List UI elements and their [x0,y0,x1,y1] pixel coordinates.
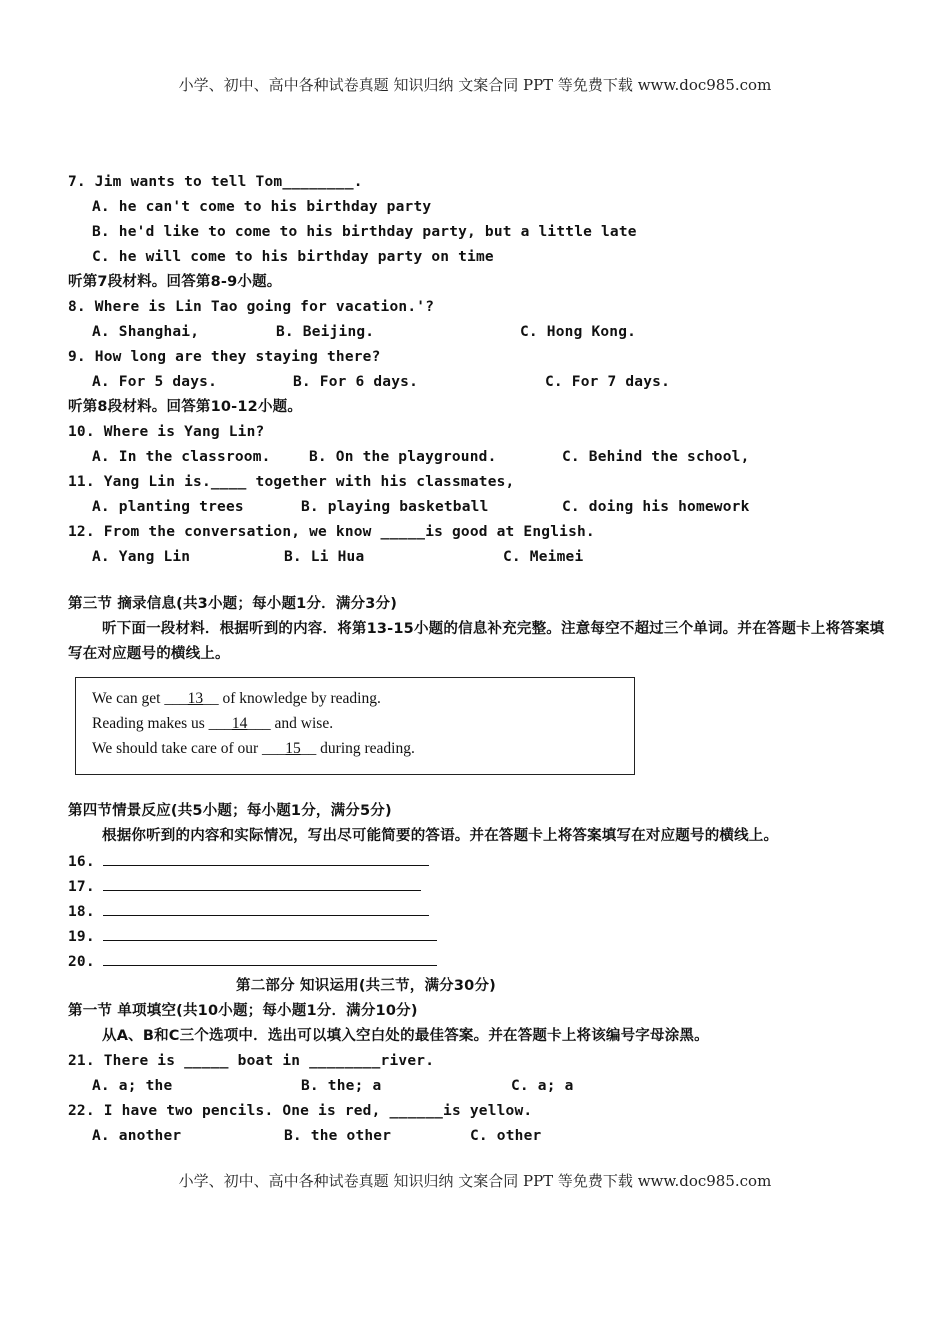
question-11-option-c: C. doing his homework [562,499,750,515]
part-4-instruction: 根据你听到的内容和实际情况，写出尽可能简要的答语。并在答题卡上将答案填写在对应题号的横线上。 [102,828,779,844]
question-22-option-c: C. other [470,1128,542,1144]
question-12-stem: 12. From the conversation, we know _____is good at English. [68,524,595,540]
question-9-option-b: B. For 6 days. [293,374,419,390]
question-11-options [68,495,888,520]
section-1-instruction: 从A、B和C三个选项中．选出可以填入空白处的最佳答案。并在答题卡上将该编号字母涂黑。 [102,1028,709,1044]
answer-blank-19[interactable] [103,924,437,941]
question-12-option-a: A. Yang Lin [92,549,191,565]
part-3-instruction [68,617,888,667]
question-21-stem: 21. There is _____ boat in ________river. [68,1053,435,1069]
answer-line-17: 17. [68,874,888,899]
question-9-options [68,370,888,395]
question-10-options [68,445,888,470]
info-line-15: We should take care of our ___15__ during reading. [92,740,415,757]
question-22-option-a: A. another [92,1128,182,1144]
question-10-option-c: C. Behind the school, [562,449,750,465]
info-line-13: We can get ___13__ of knowledge by reading. [92,690,381,707]
exam-content [68,170,888,1149]
answer-line-19: 19. [68,924,888,949]
answer-line-18: 18. [68,899,888,924]
question-22-options [68,1124,888,1149]
question-8-option-a: A. Shanghai, [92,324,200,340]
question-7-stem: 7. Jim wants to tell Tom________. [68,174,363,190]
question-11-stem: 11. Yang Lin is.____ together with his classmates, [68,474,515,490]
question-21-option-a: A. a; the [92,1078,173,1094]
question-8-options [68,320,888,345]
question-21-option-c: C. a; a [511,1078,574,1094]
section-1-title: 第一节 单项填空(共10小题；每小题1分．满分10分) [68,1003,418,1019]
question-8-stem: 8. Where is Lin Tao going for vacation.'? [68,299,435,315]
answer-line-16: 16. [68,849,888,874]
question-7-option-c: C. he will come to his birthday party on time [92,249,494,265]
question-22-option-b: B. the other [284,1128,392,1144]
question-9-option-a: A. For 5 days. [92,374,218,390]
blank-15: 15 [285,740,301,757]
blank-14: 14 [231,715,248,732]
part-3-instruction-text: 听下面一段材料．根据听到的内容．将第13-15小题的信息补充完整。注意每空不超过三个单词。并在答题卡上将答案填写在对应题号的横线上。 [68,621,885,662]
section-8-heading: 听第8段材料。回答第10-12小题。 [68,399,303,415]
question-12-option-c: C. Meimei [503,549,584,565]
question-10-option-b: B. On the playground. [309,449,497,465]
question-11-option-a: A. planting trees [92,499,244,515]
question-7-option-b: B. he'd like to come to his birthday party, but a little late [92,224,637,240]
question-8-option-b: B. Beijing. [276,324,375,340]
answer-blank-17[interactable] [103,874,421,891]
question-12-option-b: B. Li Hua [284,549,365,565]
page-header: 小学、初中、高中各种试卷真题 知识归纳 文案合同 PPT 等免费下载 www.doc985.com [178,76,772,94]
question-10-option-a: A. In the classroom. [92,449,271,465]
question-10-stem: 10. Where is Yang Lin? [68,424,265,440]
section-7-heading: 听第7段材料。回答第8-9小题。 [68,274,282,290]
answer-blank-20[interactable] [103,949,437,966]
part-2-title: 第二部分 知识运用(共三节，满分30分) [236,978,496,994]
question-8-option-c: C. Hong Kong. [520,324,637,340]
question-9-option-c: C. For 7 days. [545,374,671,390]
question-11-option-b: B. playing basketball [301,499,489,515]
answer-blank-16[interactable] [103,849,429,866]
question-22-stem: 22. I have two pencils. One is red, ______is yellow. [68,1103,533,1119]
answer-line-20: 20. [68,949,888,974]
part-3-title: 第三节 摘录信息(共3小题；每小题1分．满分3分) [68,596,398,612]
info-line-14: Reading makes us ___14___ and wise. [92,715,334,732]
question-21-options [68,1074,888,1099]
question-12-options [68,545,888,570]
part-4-title: 第四节情景反应(共5小题；每小题1分，满分5分) [68,803,392,819]
page-footer: 小学、初中、高中各种试卷真题 知识归纳 文案合同 PPT 等免费下载 www.doc985.com [178,1172,772,1190]
question-21-option-b: B. the; a [301,1078,382,1094]
question-9-stem: 9. How long are they staying there? [68,349,381,365]
info-box [75,677,635,775]
question-7-option-a: A. he can't come to his birthday party [92,199,432,215]
answer-blank-18[interactable] [103,899,429,916]
blank-13: 13 [187,690,204,707]
